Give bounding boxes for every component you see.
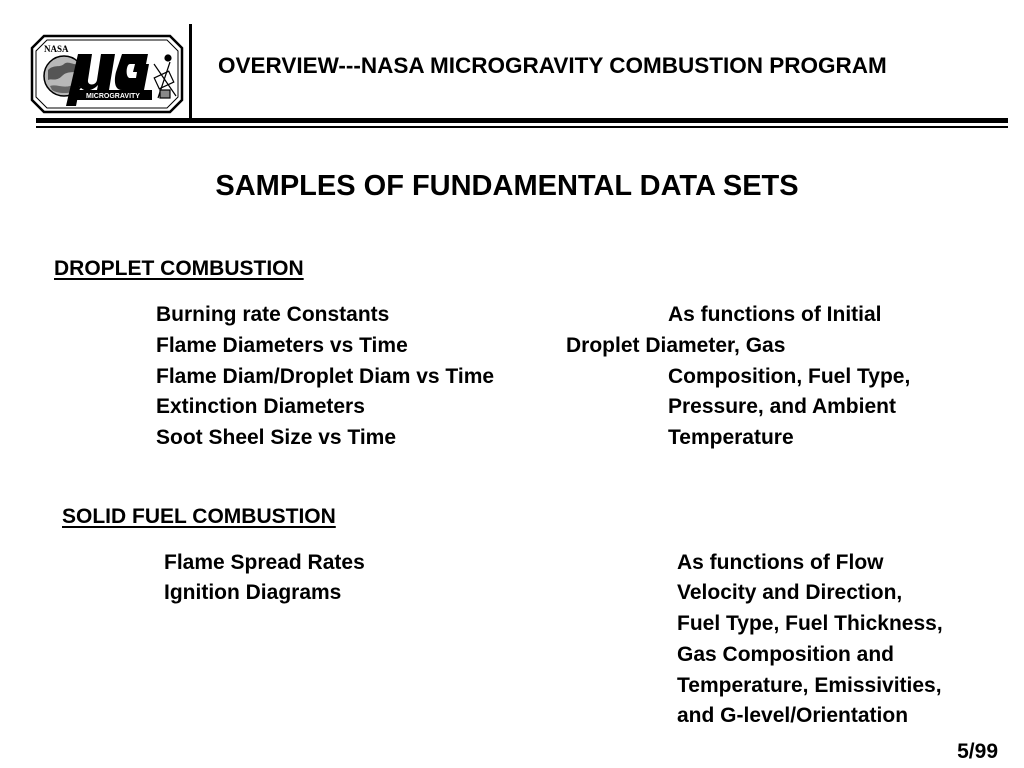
condition-line: As functions of Initial bbox=[668, 303, 882, 326]
header-divider bbox=[189, 24, 192, 119]
logo-band-text: MICROGRAVITY bbox=[86, 93, 140, 100]
list-item: Extinction Diameters bbox=[156, 395, 365, 418]
header-rule-thin bbox=[36, 126, 1008, 128]
section-heading-solid-fuel-combustion: SOLID FUEL COMBUSTION bbox=[62, 505, 336, 528]
condition-line: As functions of Flow bbox=[677, 551, 884, 574]
condition-line: Pressure, and Ambient bbox=[668, 395, 896, 418]
condition-line: Droplet Diameter, Gas bbox=[566, 334, 786, 357]
condition-line: Temperature, Emissivities, bbox=[677, 674, 942, 697]
section-heading-droplet-combustion: DROPLET COMBUSTION bbox=[54, 257, 304, 280]
condition-line: and G-level/Orientation bbox=[677, 704, 909, 727]
condition-line: Gas Composition and bbox=[677, 643, 895, 666]
logo-graphic bbox=[30, 34, 184, 114]
list-item: Soot Sheel Size vs Time bbox=[156, 426, 397, 449]
condition-line: Temperature bbox=[668, 426, 794, 449]
condition-line: Fuel Type, Fuel Thickness, bbox=[677, 612, 943, 635]
header-title: OVERVIEW---NASA MICROGRAVITY COMBUSTION PROGRAM bbox=[218, 53, 887, 78]
list-item: Flame Spread Rates bbox=[164, 551, 365, 574]
nasa-microgravity-logo bbox=[30, 34, 184, 114]
page-number: 5/99 bbox=[957, 740, 998, 763]
list-item: Ignition Diagrams bbox=[164, 581, 342, 604]
list-item: Flame Diam/Droplet Diam vs Time bbox=[156, 365, 495, 388]
condition-line: Composition, Fuel Type, bbox=[668, 365, 911, 388]
logo-nasa-text: NASA bbox=[44, 44, 69, 54]
list-item: Flame Diameters vs Time bbox=[156, 334, 408, 357]
condition-line: Velocity and Direction, bbox=[677, 581, 903, 604]
list-item: Burning rate Constants bbox=[156, 303, 390, 326]
header-rule-thick bbox=[36, 118, 1008, 123]
page-title: SAMPLES OF FUNDAMENTAL DATA SETS bbox=[215, 170, 799, 202]
